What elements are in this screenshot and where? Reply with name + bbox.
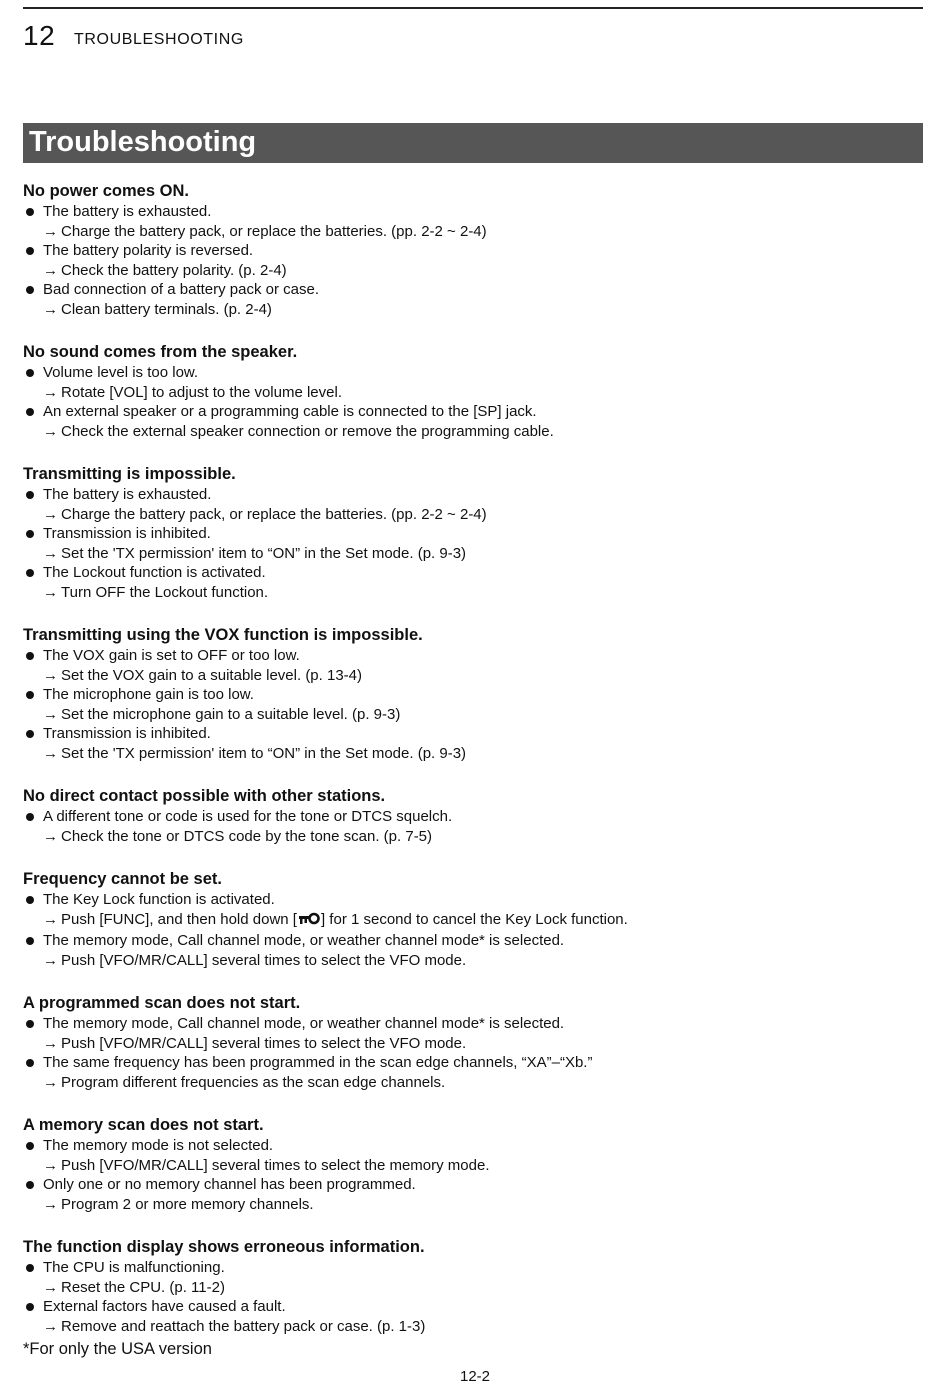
cause-item [23, 485, 923, 505]
cause-text: The battery is exhausted. [43, 486, 212, 503]
cause-text: The CPU is malfunctioning. [43, 1259, 225, 1276]
remedy-item [23, 744, 923, 764]
trouble-section [23, 341, 923, 441]
cause-text: The microphone gain is too low. [43, 686, 254, 703]
chapter-title: TROUBLESHOOTING [74, 31, 244, 48]
trouble-section [23, 180, 923, 319]
problem-title: No direct contact possible with other stations. [23, 787, 386, 805]
bullet-icon [26, 1181, 34, 1189]
remedy-text: ] for 1 second to cancel the Key Lock function. [320, 910, 628, 928]
remedy-text: Check the tone or DTCS code by the tone scan. (p. 7-5) [61, 827, 433, 845]
arrow-icon: → [43, 422, 58, 440]
remedy-item [23, 222, 923, 242]
remedy-item [23, 505, 923, 525]
problem-title: Frequency cannot be set. [23, 870, 222, 888]
problem-title: The function display shows erroneous information. [23, 1238, 425, 1256]
problem-title: Transmitting is impossible. [23, 465, 236, 483]
cause-item [23, 202, 923, 222]
trouble-section [23, 868, 923, 970]
trouble-section [23, 1114, 923, 1214]
trouble-section [23, 992, 923, 1092]
cause-item [23, 524, 923, 544]
cause-item [23, 724, 923, 744]
trouble-section [23, 785, 923, 846]
bullet-icon [26, 1264, 34, 1272]
bullet-icon [26, 813, 34, 821]
bullet-icon [26, 369, 34, 377]
remedy-item [23, 666, 923, 686]
cause-item [23, 402, 923, 422]
arrow-icon: → [43, 705, 58, 723]
cause-text: The battery polarity is reversed. [43, 242, 254, 259]
remedy-text: Clean battery terminals. (p. 2-4) [61, 300, 272, 318]
remedy-text: Set the VOX gain to a suitable level. (p. 13-4) [61, 666, 363, 684]
arrow-icon: → [43, 910, 58, 928]
remedy-item [23, 1278, 923, 1298]
arrow-icon: → [43, 261, 58, 279]
cause-text: The memory mode is not selected. [43, 1137, 274, 1154]
footnote: *For only the USA version [23, 1340, 212, 1358]
cause-text: The same frequency has been programmed in the scan edge channels, “XA”–“Xb.” [43, 1054, 593, 1071]
remedy-item [23, 705, 923, 725]
trouble-section [23, 624, 923, 763]
cause-text: An external speaker or a programming cable is connected to the [SP] jack. [43, 403, 537, 420]
remedy-text: Check the external speaker connection or remove the programming cable. [61, 422, 554, 440]
section-banner [23, 123, 923, 163]
remedy-text: Push [VFO/MR/CALL] several times to select the VFO mode. [61, 951, 467, 969]
remedy-item [23, 544, 923, 564]
arrow-icon: → [43, 544, 58, 562]
bullet-icon [26, 730, 34, 738]
arrow-icon: → [43, 505, 58, 523]
cause-text: Only one or no memory channel has been programmed. [43, 1176, 416, 1193]
trouble-section [23, 463, 923, 602]
chapter-number: 12 [23, 20, 56, 51]
cause-text: The battery is exhausted. [43, 203, 212, 220]
bullet-icon [26, 569, 34, 577]
remedy-text: Program 2 or more memory channels. [61, 1195, 314, 1213]
arrow-icon: → [43, 1278, 58, 1296]
remedy-item [23, 910, 923, 932]
remedy-item [23, 1317, 923, 1337]
cause-item [23, 807, 923, 827]
arrow-icon: → [43, 383, 58, 401]
cause-item [23, 1175, 923, 1195]
remedy-item [23, 383, 923, 403]
problem-title: Transmitting using the VOX function is impossible. [23, 626, 423, 644]
cause-text: External factors have caused a fault. [43, 1298, 286, 1315]
remedy-item [23, 1156, 923, 1176]
trouble-section [23, 1236, 923, 1336]
cause-item [23, 931, 923, 951]
arrow-icon: → [43, 1317, 58, 1335]
cause-item [23, 1297, 923, 1317]
banner-title: Troubleshooting [29, 126, 257, 158]
arrow-icon: → [43, 1034, 58, 1052]
remedy-item [23, 827, 923, 847]
bullet-icon [26, 247, 34, 255]
bullet-icon [26, 652, 34, 660]
cause-item [23, 563, 923, 583]
arrow-icon: → [43, 827, 58, 845]
remedy-text: Charge the battery pack, or replace the batteries. (pp. 2-2 ~ 2-4) [61, 222, 487, 240]
remedy-text: Push [FUNC], and then hold down [ [61, 910, 297, 928]
bullet-icon [26, 530, 34, 538]
remedy-item [23, 422, 923, 442]
remedy-item [23, 300, 923, 320]
remedy-item [23, 951, 923, 971]
cause-item [23, 363, 923, 383]
remedy-text: Reset the CPU. (p. 11-2) [61, 1278, 225, 1296]
cause-item [23, 890, 923, 910]
bullet-icon [26, 491, 34, 499]
cause-text: The memory mode, Call channel mode, or weather channel mode* is selected. [43, 932, 565, 949]
remedy-text: Check the battery polarity. (p. 2-4) [61, 261, 287, 279]
remedy-item [23, 1034, 923, 1054]
remedy-item [23, 1073, 923, 1093]
arrow-icon: → [43, 300, 58, 318]
arrow-icon: → [43, 666, 58, 684]
remedy-text: Charge the battery pack, or replace the batteries. (pp. 2-2 ~ 2-4) [61, 505, 487, 523]
bullet-icon [26, 1020, 34, 1028]
remedy-text: Set the microphone gain to a suitable level. (p. 9-3) [61, 705, 401, 723]
arrow-icon: → [43, 222, 58, 240]
cause-item [23, 241, 923, 261]
cause-item [23, 646, 923, 666]
remedy-text: Rotate [VOL] to adjust to the volume level. [61, 383, 342, 401]
cause-text: The Key Lock function is activated. [43, 891, 275, 908]
problem-title: A programmed scan does not start. [23, 994, 301, 1012]
cause-item [23, 1053, 923, 1073]
cause-item [23, 1258, 923, 1278]
cause-text: The VOX gain is set to OFF or too low. [43, 647, 300, 664]
cause-text: Transmission is inhibited. [43, 725, 211, 742]
remedy-item [23, 261, 923, 281]
remedy-text: Remove and reattach the battery pack or case. (p. 1-3) [61, 1317, 426, 1335]
cause-text: Bad connection of a battery pack or case. [43, 281, 319, 298]
problem-title: No power comes ON. [23, 182, 189, 200]
remedy-item [23, 1195, 923, 1215]
bullet-icon [26, 937, 34, 945]
arrow-icon: → [43, 1073, 58, 1091]
bullet-icon [26, 286, 34, 294]
bullet-icon [26, 1303, 34, 1311]
bullet-icon [26, 1059, 34, 1067]
arrow-icon: → [43, 1195, 58, 1213]
cause-item [23, 280, 923, 300]
bullet-icon [26, 208, 34, 216]
bullet-icon [26, 896, 34, 904]
cause-item [23, 1014, 923, 1034]
remedy-item [23, 583, 923, 603]
key-icon [298, 912, 320, 932]
remedy-text: Push [VFO/MR/CALL] several times to select the VFO mode. [61, 1034, 467, 1052]
arrow-icon: → [43, 1156, 58, 1174]
problem-title: No sound comes from the speaker. [23, 343, 298, 361]
cause-text: The Lockout function is activated. [43, 564, 266, 581]
remedy-text: Turn OFF the Lockout function. [61, 583, 269, 601]
cause-item [23, 685, 923, 705]
remedy-text: Push [VFO/MR/CALL] several times to select the memory mode. [61, 1156, 490, 1174]
remedy-text: Program different frequencies as the scan edge channels. [61, 1073, 446, 1091]
cause-text: The memory mode, Call channel mode, or weather channel mode* is selected. [43, 1015, 565, 1032]
arrow-icon: → [43, 583, 58, 601]
remedy-text: Set the 'TX permission' item to “ON” in the Set mode. (p. 9-3) [61, 744, 467, 762]
arrow-icon: → [43, 951, 58, 969]
troubleshooting-list [23, 180, 923, 1358]
arrow-icon: → [43, 744, 58, 762]
cause-text: Volume level is too low. [43, 364, 199, 381]
cause-text: A different tone or code is used for the tone or DTCS squelch. [43, 808, 453, 825]
remedy-text: Set the 'TX permission' item to “ON” in the Set mode. (p. 9-3) [61, 544, 467, 562]
bullet-icon [26, 691, 34, 699]
problem-title: A memory scan does not start. [23, 1116, 264, 1134]
cause-item [23, 1136, 923, 1156]
bullet-icon [26, 408, 34, 416]
bullet-icon [26, 1142, 34, 1150]
page-number: 12-2 [459, 1368, 491, 1385]
cause-text: Transmission is inhibited. [43, 525, 211, 542]
top-rule [23, 7, 923, 9]
